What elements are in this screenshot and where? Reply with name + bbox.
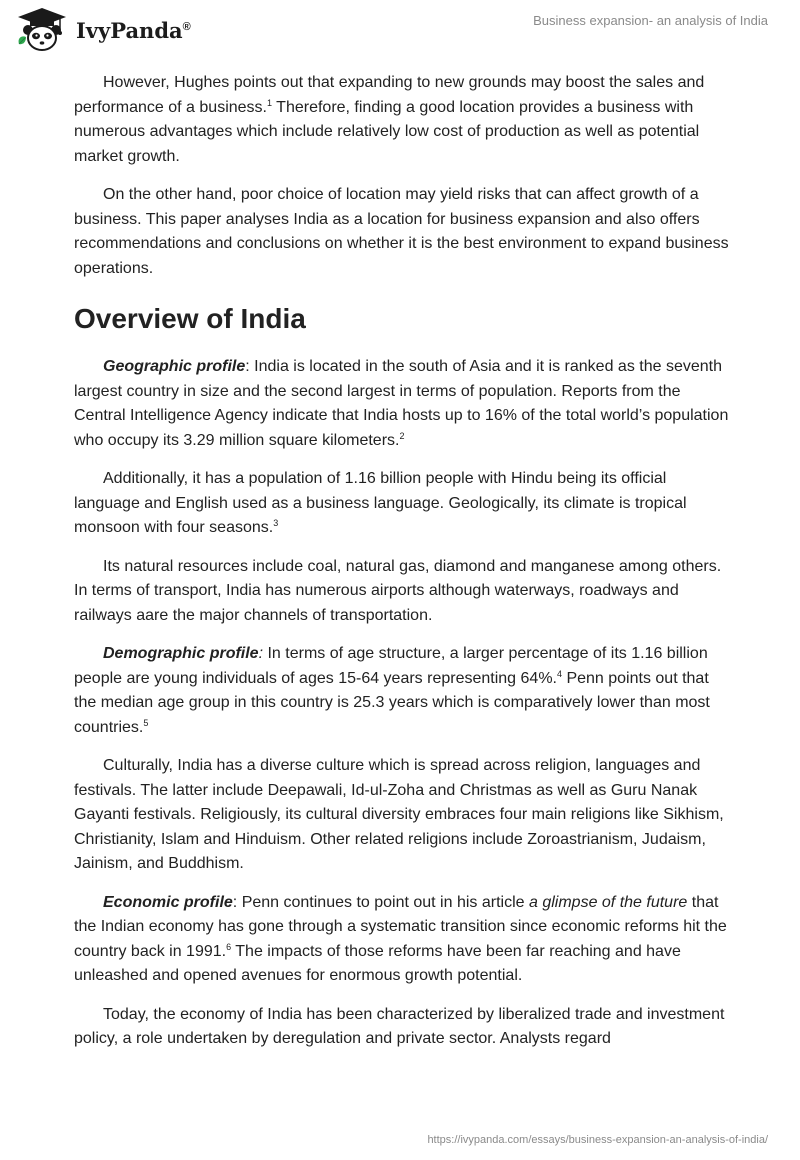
lead-geographic-profile: Geographic profile: [103, 358, 246, 375]
paragraph-text: : Penn continues to point out in his article: [232, 893, 529, 911]
paragraph-text: Today, the economy of India has been characterized by liberalized trade and investment policy, a role undertaken by deregulation and private sector. Analysts regard: [74, 1005, 725, 1047]
footnote-ref-5[interactable]: 5: [143, 717, 149, 728]
paragraph-6: [74, 642, 734, 740]
paragraph-text: The impacts of those reforms have been far reaching and have unleashed and opened avenues for enormous growth potential.: [74, 942, 681, 984]
footnote-ref-4[interactable]: 4: [556, 668, 562, 679]
footnote-ref-6[interactable]: 6: [226, 941, 232, 952]
paragraph-7: [74, 754, 734, 877]
document-title: Business expansion- an analysis of India: [533, 13, 768, 28]
paragraph-text: Culturally, India has a diverse culture which is spread across religion, languages and festivals. The latter include Deepawali, Id-ul-Zoha and Christmas as well as Guru Nanak Gayanti festivals. Religiously, its cultural diversity embraces four main religions like Sikhism, Christianity, Islam and Hinduism. Other related religions include Zoroastrianism, Judaism, Jainism, and Buddhism.: [74, 757, 724, 872]
lead-demographic-profile: Demographic profile: [103, 645, 259, 662]
panda-graduate-logo-icon: [14, 6, 70, 54]
lead-economic-profile: Economic profile: [103, 893, 233, 911]
logo-wordmark-text: IvyPanda: [76, 17, 183, 43]
registered-mark: ®: [182, 20, 191, 33]
footer-source-url[interactable]: https://ivypanda.com/essays/business-expansion-an-analysis-of-india/: [427, 1134, 768, 1146]
ivypanda-logo[interactable]: [14, 6, 191, 54]
paragraph-text: : India is located in the south of Asia and it is ranked as the seventh largest country in size and the second largest in terms of population. Reports from the Central Intelligence Agency indicate that India hosts up to 16% of the total world’s population who occupy its 3.29 million square kilometers.: [74, 358, 729, 449]
paragraph-text: Its natural resources include coal, natural gas, diamond and manganese among others. In terms of transport, India has numerous airports although waterways, roadways and railways aare the major channels of transportation.: [74, 557, 722, 624]
paragraph-text: On the other hand, poor choice of location may yield risks that can affect growth of a business. This paper analyses India as a location for business expansion and also offers recommendations and conclusions on whether it is the best environment to expand business operations.: [74, 186, 729, 277]
footnote-ref-2[interactable]: 2: [399, 430, 405, 441]
section-heading-overview: Overview of India: [74, 303, 306, 334]
paragraph-1: [74, 71, 734, 169]
paragraph-text: Penn points out that the median age group in this country is 25.3 years which is comparatively lower than most countries.: [74, 669, 710, 736]
paragraph-4: [74, 467, 734, 541]
paragraph-text: Additionally, it has a population of 1.16 billion people with Hindu being its official language and English used as a business language. Geologically, its climate is tropical monsoon with four seasons.: [74, 470, 687, 536]
paragraph-text: that the Indian economy has gone through a systematic transition since economic reforms hit the country back in 1991.: [74, 893, 727, 960]
footnote-ref-1[interactable]: 1: [267, 97, 273, 108]
paragraph-text: However, Hughes points out that expanding to new grounds may boost the sales and performance of a business.: [74, 74, 705, 116]
paragraph-text: In terms of age structure, a larger percentage of its 1.16 billion people are young individuals of ages 15-64 years representing 64%.: [74, 645, 708, 687]
paragraph-5: [74, 555, 734, 629]
lead-colon: :: [258, 645, 264, 662]
paragraph-text: Therefore, finding a good location provides a business with numerous advantages which include relatively low cost of production as well as potential market growth.: [74, 98, 700, 165]
article-title: a glimpse of the future: [528, 893, 688, 911]
paragraph-2: [74, 183, 734, 281]
logo-wordmark: [76, 18, 191, 43]
footnote-ref-3[interactable]: 3: [273, 518, 279, 528]
paragraph-9: [74, 1003, 734, 1052]
paragraph-3: [74, 355, 734, 453]
essay-body: [74, 71, 734, 1066]
page-header: [0, 0, 800, 60]
paragraph-8: [74, 891, 734, 989]
